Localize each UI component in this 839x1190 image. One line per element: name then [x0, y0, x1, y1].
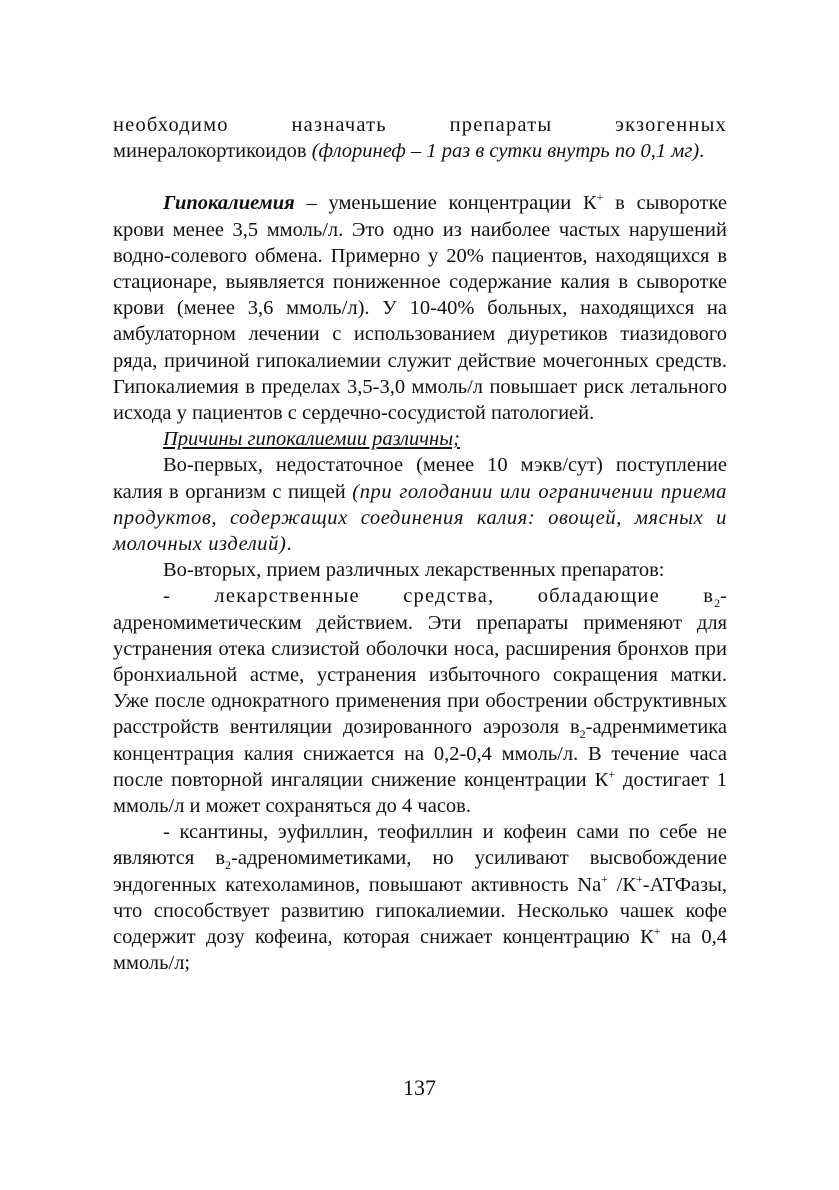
subscript: 2 [579, 727, 586, 742]
page-number: 137 [403, 1075, 436, 1100]
text: - лекарственные средства, обладающие в [163, 585, 715, 608]
text: достигает 1 ммоль/л и может сохраняться до 4 часов. [113, 768, 727, 818]
text: в сыворотке крови менее 3,5 ммоль/л. Это одно из наиболее частых нарушений водно-солевого обмена. Примерно у 20% пациентов, находящихся в стационаре, выявляется пониженное содержание калия в сыворотке крови (менее 3,6 ммоль/л). У 10-40% больных, находящихся на амбулаторном лечении с использованием диуретиков тиазидового ряда, причиной гипокалиемии служит действие мочегонных средств. Гипокалиемия в пределах 3,5-3,0 ммоль/л повышает риск летального исхода у пациентов с сердечно-сосудистой патологией. [113, 192, 728, 425]
paragraph-continuation [113, 112, 727, 164]
text: Во-первых, недостаточное (менее 10 мэкв/сут) поступление калия в организм с пищей [113, 454, 727, 503]
paragraph-beta2-agonists [113, 583, 727, 819]
text: . [699, 140, 705, 163]
paragraph-xanthines [113, 819, 727, 976]
superscript: + [596, 190, 604, 205]
text: -адренмиметика концентрация калия снижается на 0,2-0,4 ммоль/л. В течение часа после повторной ингаляции снижение концентрации К [113, 716, 727, 791]
superscript: + [653, 924, 661, 939]
italic-text: (флоринеф – 1 раз в сутки внутрь по 0,1 мг) [311, 140, 700, 163]
heading-text: Причины гипокалиемии различны; [163, 428, 460, 451]
text: -АТФазы, что способствует развитию гипокалиемии. Несколько чашек кофе содержит дозу кофеина, которая снижает концентрацию К [113, 873, 727, 949]
text: -адреномиметическим действием. Эти препараты применяют для устранения отека слизистой оболочки носа, расширения бронхов при бронхиальной астме, устранения избыточного сокращения матки. Уже после однократного применения при обострении обструктивных расстройств вентиляции дозированного аэрозоля в [113, 585, 727, 739]
subscript: 2 [714, 596, 721, 611]
paragraph-first-cause [113, 452, 727, 557]
text: - ксантины, эуфиллин, теофиллин и кофеин сами по себе не являются в [113, 821, 727, 870]
paragraph-second-cause [113, 557, 727, 583]
paragraph-hypokalemia-definition [113, 190, 727, 426]
italic-text: (при голодании или ограничении приема продуктов, содержащих соединения калия: овощей, мясных и молочных изделий) [113, 480, 727, 556]
text: -адреномиметиками, но усиливают высвобождение эндогенных катехоламинов, повышают активность Na [113, 847, 727, 896]
superscript: + [608, 766, 616, 781]
paragraph-gap [113, 164, 727, 190]
text: . [286, 533, 292, 556]
superscript: + [636, 871, 643, 886]
text: /К [607, 873, 637, 896]
continuation-line: необходимо назначать препараты экзогенных [113, 114, 727, 136]
text: – уменьшение концентрации К [294, 192, 597, 215]
text: на 0,4 ммоль/л; [113, 926, 727, 975]
text: минералокортикоидов [113, 140, 312, 163]
term: Гипокалиемия [163, 192, 295, 215]
subscript: 2 [225, 858, 232, 873]
page-body [113, 112, 727, 977]
section-heading [113, 426, 727, 452]
superscript: + [601, 871, 608, 886]
text: Во-вторых, прием различных лекарственных препаратов: [163, 559, 665, 582]
